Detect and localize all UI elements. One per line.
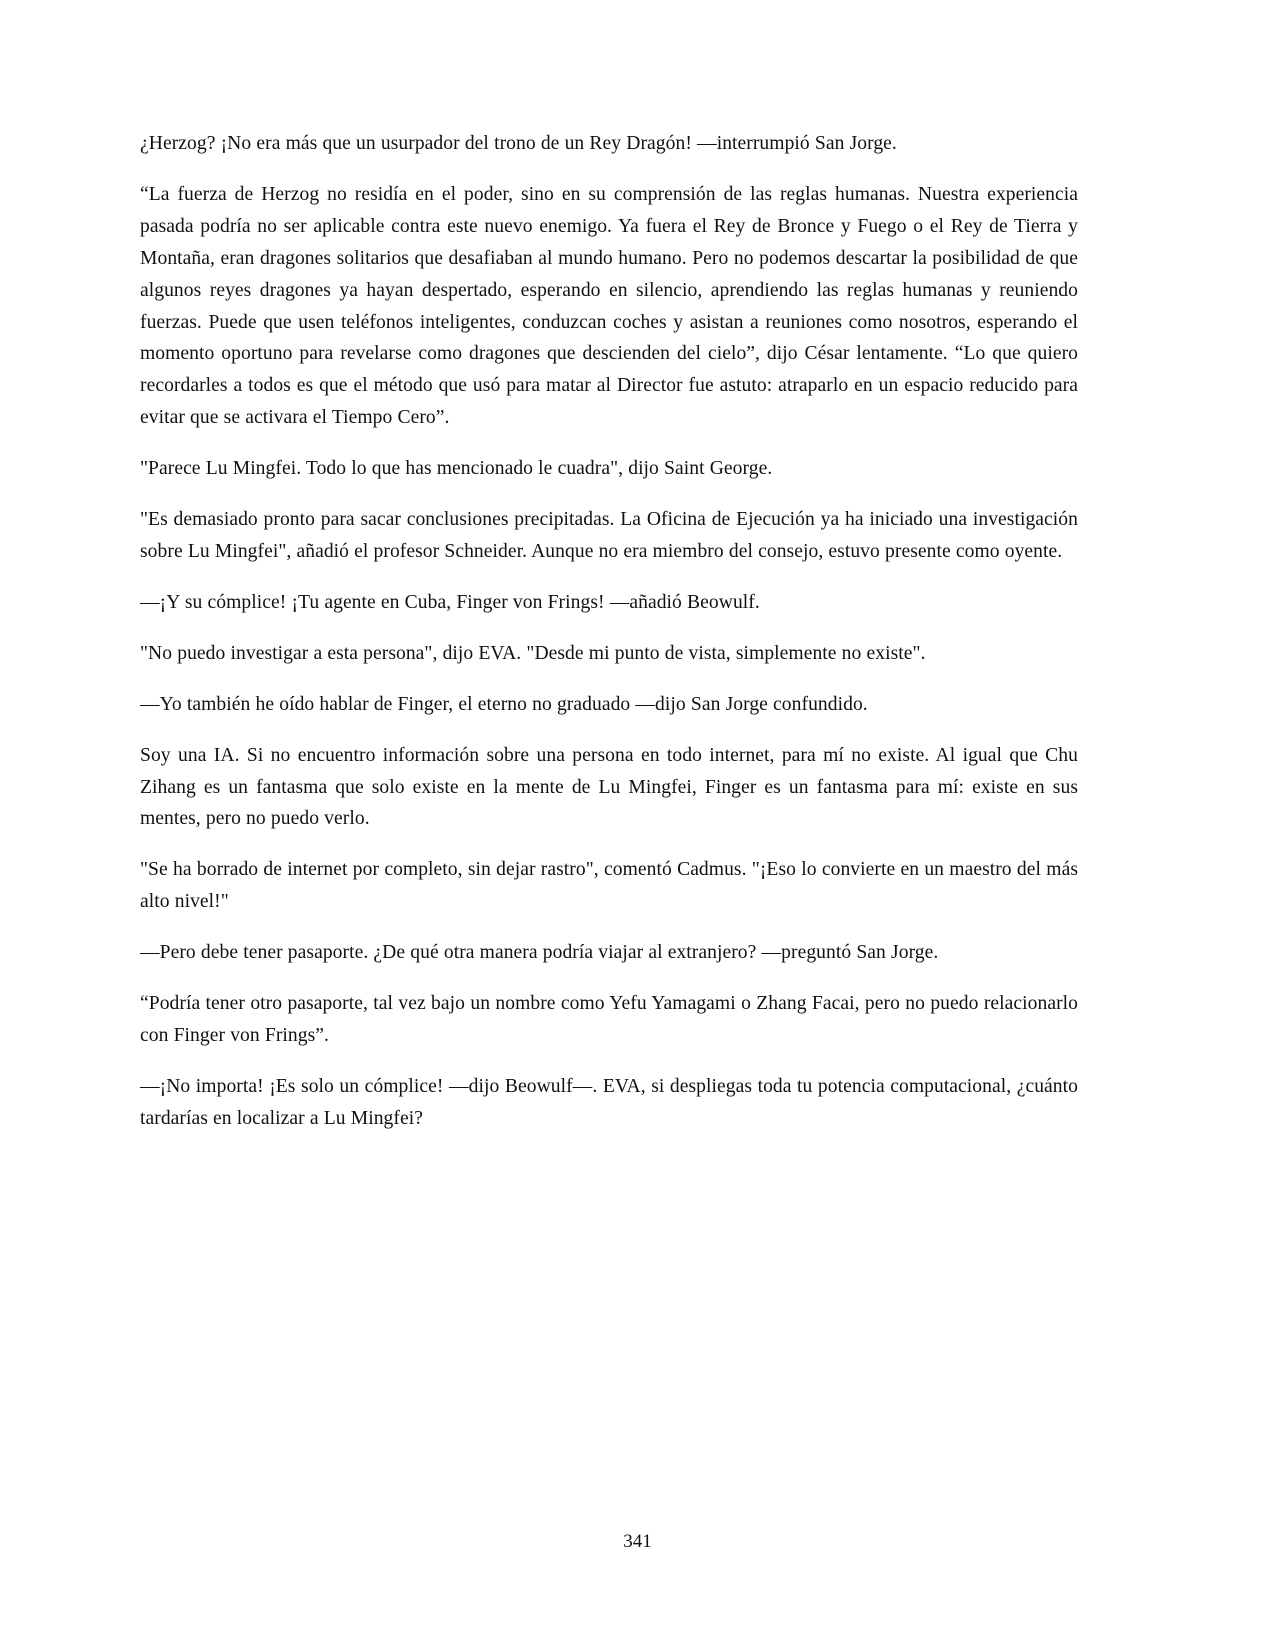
page-number: 341 — [623, 1531, 652, 1552]
paragraph: ¿Herzog? ¡No era más que un usurpador del trono de un Rey Dragón! —interrumpió San Jorge. — [140, 133, 897, 154]
paragraph: “La fuerza de Herzog no residía en el poder, sino en su comprensión de las reglas humanas. Nuestra experiencia pasada podría no ser aplicable contra este nuevo enemigo. Ya fuera el Rey de Bronce y Fuego o el Rey de Tierra y Montaña, eran dragones solitarios que desafiaban al mundo humano. Pero no podemos descartar la posibilidad de que algunos reyes dragones ya hayan despertado, esperando en silencio, aprendiendo las reglas humanas y reuniendo fuerzas. Puede que usen teléfonos inteligentes, conduzcan coches y asistan a reuniones como nosotros, esperando el momento oportuno para revelarse como dragones que descienden del cielo”, dijo César lentamente. “Lo que quiero recordarles a todos es que el método que usó para matar al Director fue astuto: atraparlo en un espacio reducido para evitar que se activara el Tiempo Cero”. — [140, 183, 1078, 429]
paragraph: —¡Y su cómplice! ¡Tu agente en Cuba, Finger von Frings! —añadió Beowulf. — [140, 591, 760, 613]
paragraph: "Parece Lu Mingfei. Todo lo que has mencionado le cuadra", dijo Saint George. — [140, 458, 773, 480]
paragraph: "Es demasiado pronto para sacar conclusiones precipitadas. La Oficina de Ejecución ya ha iniciado una investigación sobre Lu Mingfei", añadió el profesor Schneider. Aunque no era miembro del consejo, estuvo presente como oyente. — [140, 509, 1078, 562]
paragraph: —Yo también he oído hablar de Finger, el eterno no graduado —dijo San Jorge confundido. — [140, 693, 868, 715]
paragraph: —¡No importa! ¡Es solo un cómplice! —dijo Beowulf—. EVA, si despliegas toda tu potencia computacional, ¿cuánto tardarías en localizar a Lu Mingfei? — [140, 1075, 1078, 1129]
paragraph: “Podría tener otro pasaporte, tal vez bajo un nombre como Yefu Yamagami o Zhang Facai, pero no puedo relacionarlo con Finger von Frings”. — [140, 993, 1078, 1046]
paragraph: "Se ha borrado de internet por completo, sin dejar rastro", comentó Cadmus. "¡Eso lo convierte en un maestro del más alto nivel!" — [140, 859, 1078, 913]
paragraph: Soy una IA. Si no encuentro información sobre una persona en todo internet, para mí no existe. Al igual que Chu Zihang es un fantasma que solo existe en la mente de Lu Mingfei, Finger es un fantasma para mí: existe en sus mentes, pero no puedo verlo. — [140, 744, 1078, 830]
paragraph: "No puedo investigar a esta persona", dijo EVA. "Desde mi punto de vista, simplemente no existe". — [140, 642, 926, 664]
body-text-column — [140, 128, 1078, 1135]
paragraph: —Pero debe tener pasaporte. ¿De qué otra manera podría viajar al extranjero? —preguntó San Jorge. — [140, 942, 939, 964]
